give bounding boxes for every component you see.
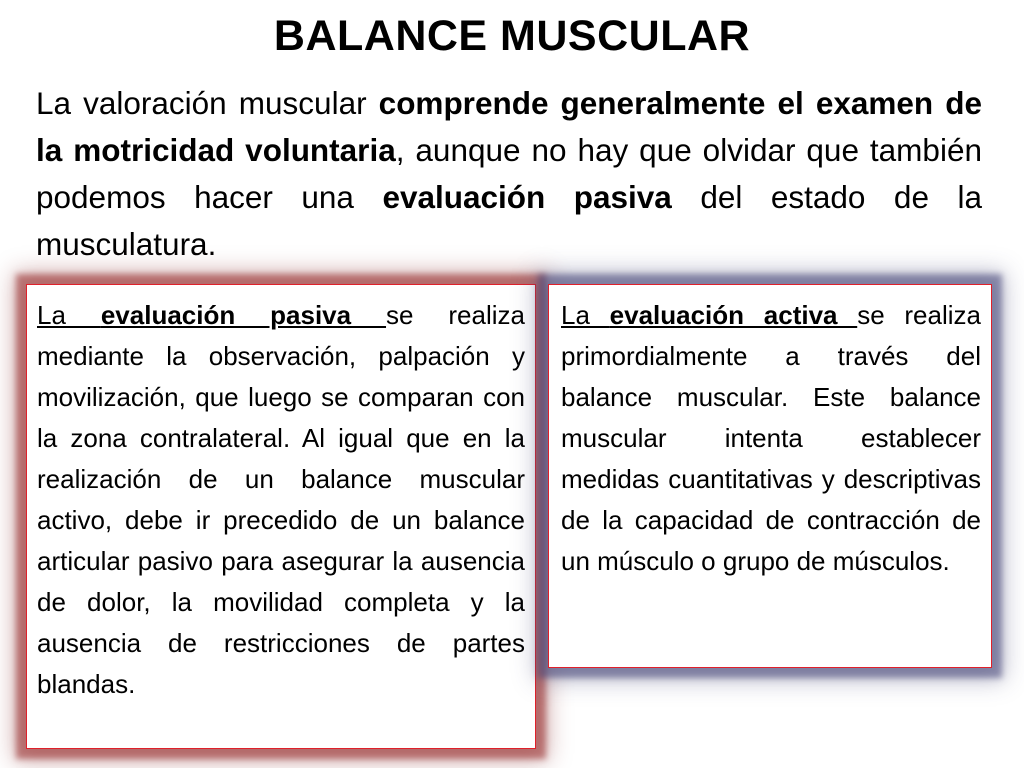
intro-bold-1: comprende generalmente el examen de la motricidad voluntaria bbox=[36, 85, 982, 168]
active-body: se realiza primordialmente a través del balance muscular. Este balance muscular intenta establecer medidas cuantitativas y descriptivas de la capacidad de contracción de un músculo o grupo de músculos. bbox=[561, 300, 981, 576]
active-lead: La bbox=[561, 300, 610, 330]
active-evaluation-text bbox=[561, 295, 981, 582]
passive-body: se realiza mediante la observación, palpación y movilización, que luego se comparan con la zona contralateral. Al igual que en la realización de un balance muscular activo, debe ir precedido de un balance articular pasivo para asegurar la ausencia de dolor, la movilidad completa y la ausencia de restricciones de partes blandas. bbox=[37, 300, 525, 699]
intro-text-1: La valoración muscular bbox=[36, 85, 379, 121]
intro-bold-2: evaluación pasiva bbox=[382, 179, 672, 215]
intro-paragraph bbox=[36, 80, 982, 268]
active-term: evaluación activa bbox=[609, 300, 858, 330]
intro-text-2: , aunque no hay que olvidar que también podemos hacer una bbox=[36, 132, 982, 215]
intro-text-3: del estado de la musculatura. bbox=[36, 179, 982, 262]
passive-term: evaluación pasiva bbox=[100, 300, 387, 330]
passive-evaluation-box bbox=[26, 284, 536, 749]
active-evaluation-box bbox=[548, 284, 992, 668]
passive-lead: La bbox=[37, 300, 101, 330]
slide-title: BALANCE MUSCULAR bbox=[273, 12, 751, 60]
passive-evaluation-text bbox=[37, 295, 525, 705]
